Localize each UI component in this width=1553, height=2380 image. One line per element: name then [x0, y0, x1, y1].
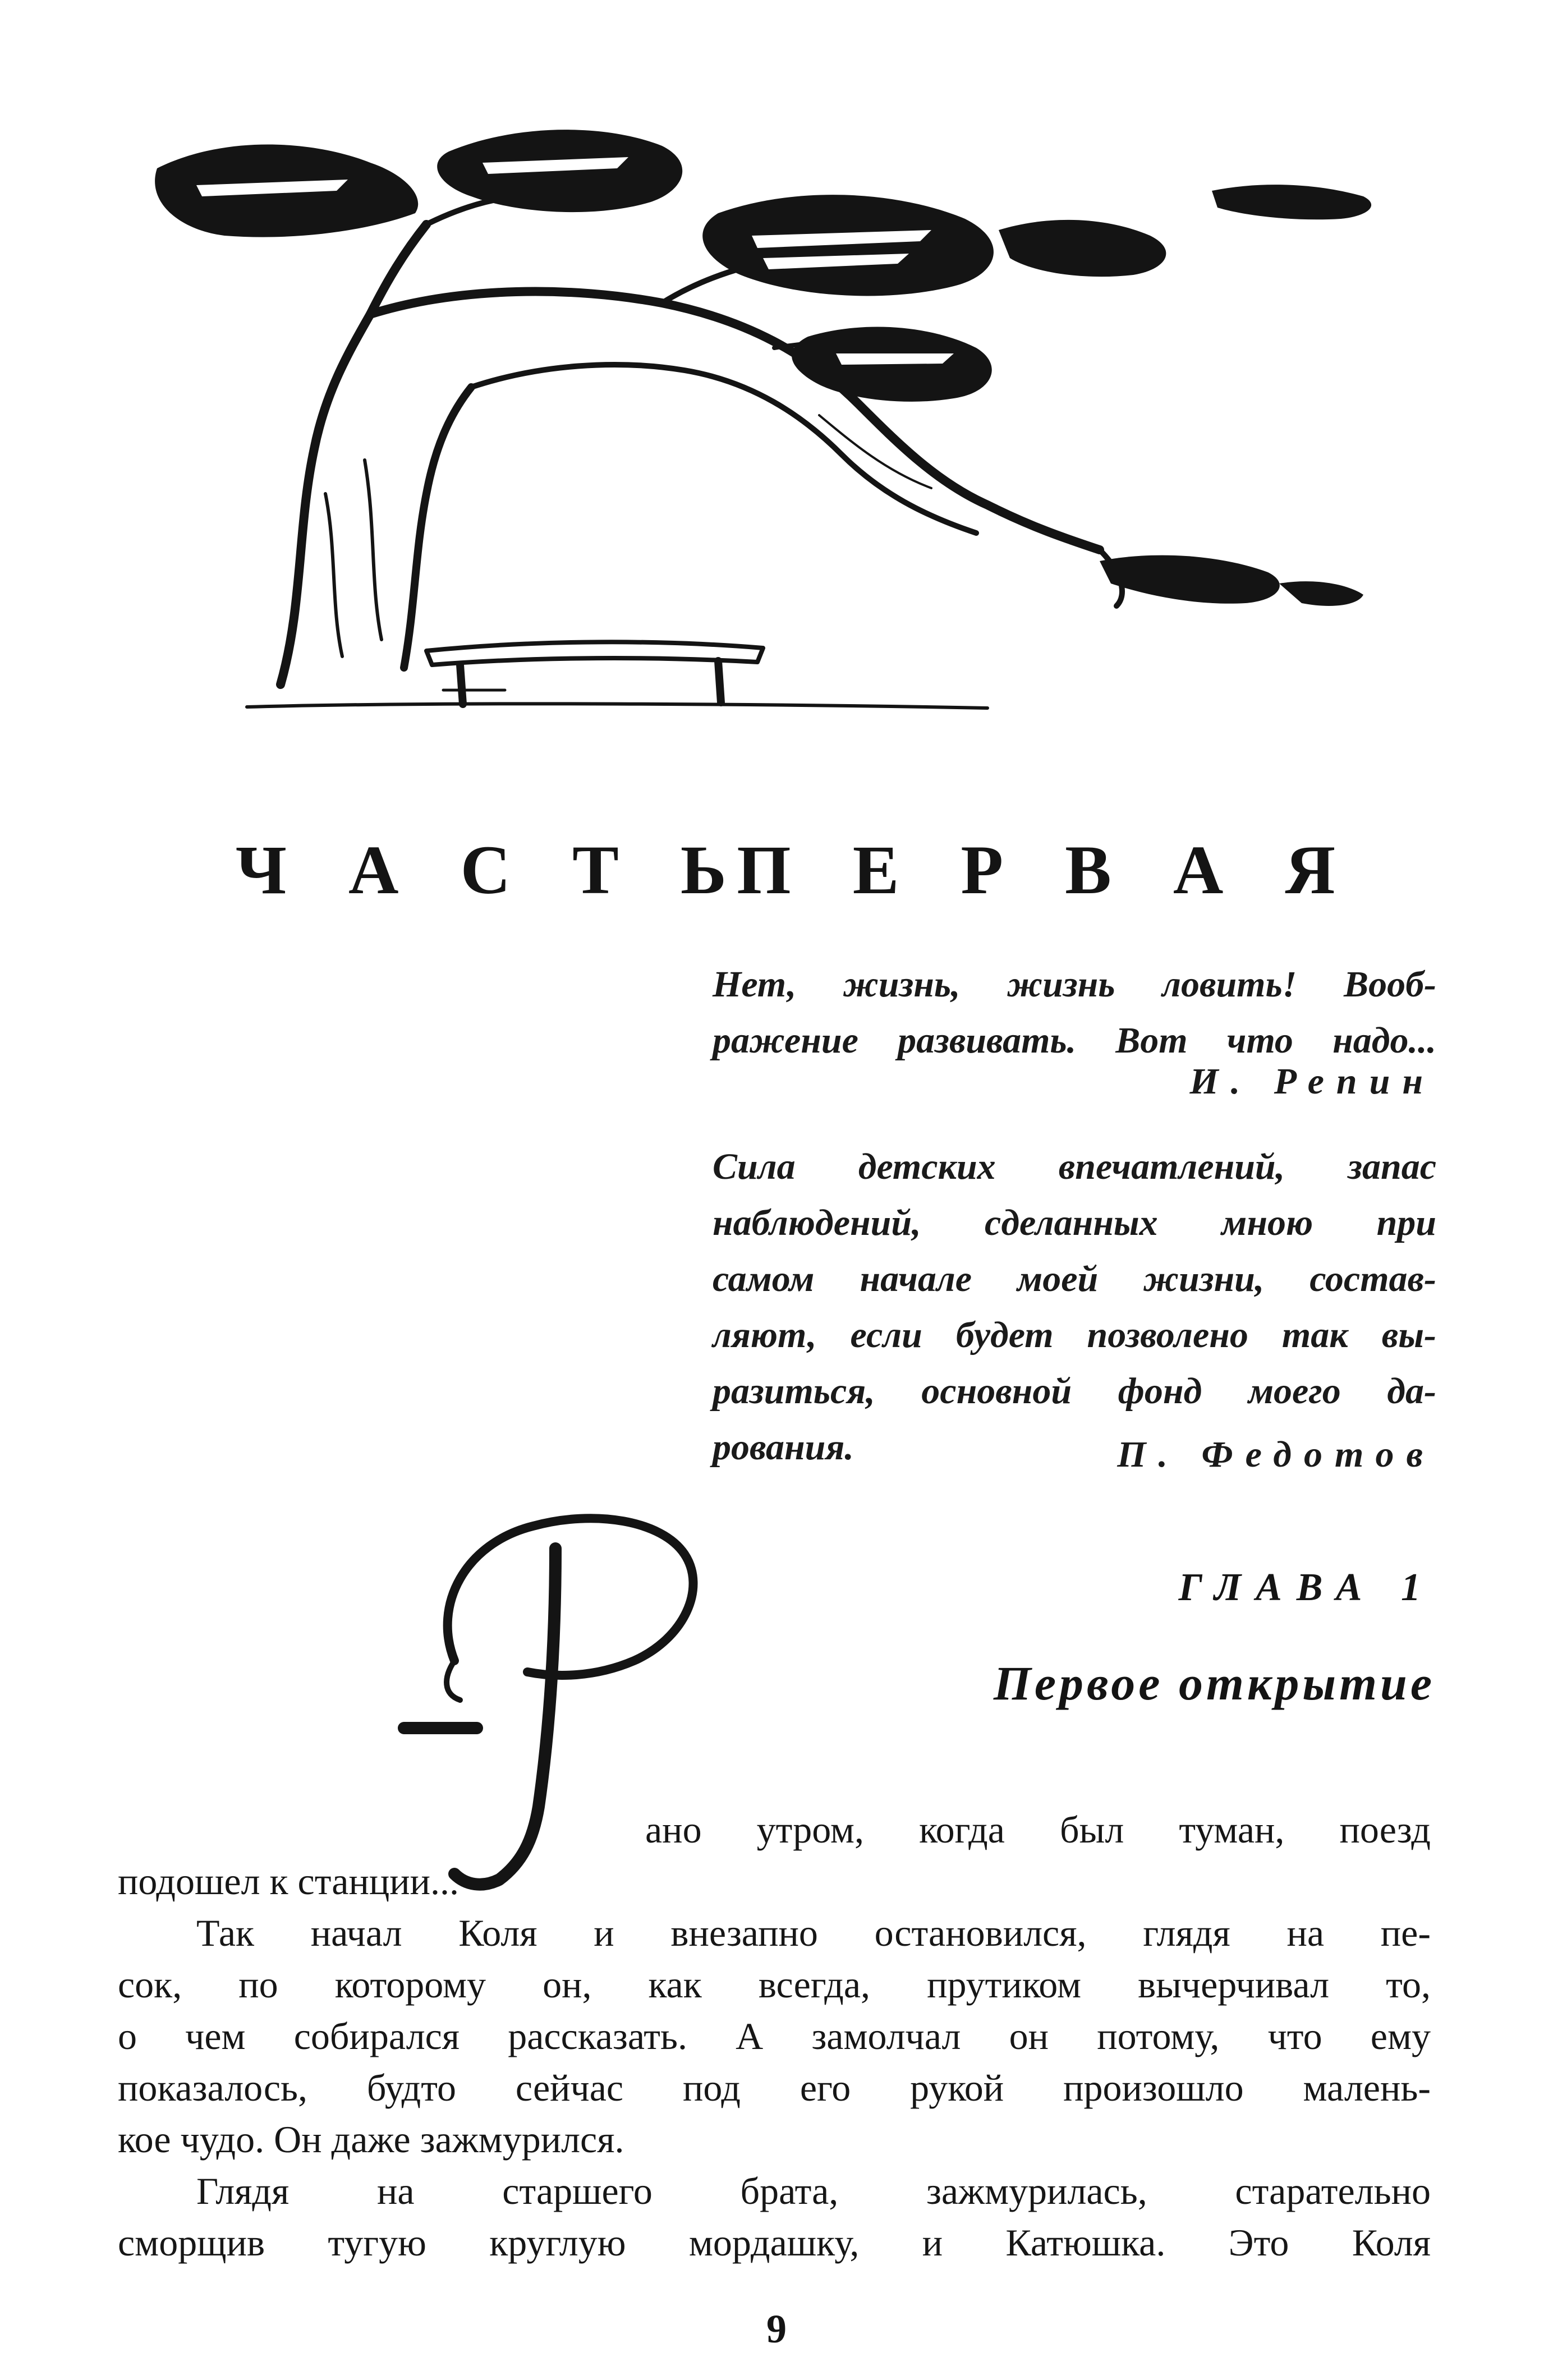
body-line: о чем собирался рассказать. А замолчал он потому, что ему: [118, 2015, 1431, 2057]
epigraph-line: Нет, жизнь, жизнь ловить! Вооб-: [713, 964, 1436, 1005]
body-line: Так начал Коля и внезапно остановился, глядя на пе-: [196, 1912, 1431, 1954]
body-line: Глядя на старшего брата, зажмурилась, старательно: [196, 2170, 1431, 2212]
chapter-label: ГЛАВА 1: [1178, 1566, 1435, 1609]
epigraph-line: разиться, основной фонд моего да-: [713, 1371, 1436, 1412]
part-letter: Ч: [236, 831, 287, 908]
part-letter: А: [1173, 831, 1224, 908]
epigraph-repin: [713, 957, 1436, 1069]
body-line: сморщив тугую круглую мордашку, и Катюшка. Это Коля: [118, 2221, 1431, 2264]
part-letter: С: [460, 831, 511, 908]
part-letter: П: [737, 831, 791, 908]
body-line: показалось, будто сейчас под его рукой произошло малень-: [118, 2066, 1431, 2109]
body-line: подошел к станции...: [118, 1860, 460, 1903]
part-letter: Р: [961, 831, 1004, 908]
page-number: 9: [766, 2307, 787, 2351]
part-letter: В: [1065, 831, 1111, 908]
epigraph-fedotov: [713, 1139, 1436, 1476]
part-letter: Е: [852, 831, 899, 908]
body-line: ано утром, когда был туман, поезд: [645, 1808, 1431, 1851]
body-line: сок, по которому он, как всегда, прутиком вычерчивал то,: [118, 1963, 1431, 2006]
part-heading-word-1: [236, 830, 727, 910]
epigraph-line: Сила детских впечатлений, запас: [713, 1146, 1436, 1187]
tree-over-bench-illustration: [112, 101, 1470, 774]
part-letter: Я: [1285, 831, 1335, 908]
part-heading-word-2: [737, 830, 1335, 910]
chapter-title: Первое открытие: [993, 1656, 1435, 1710]
part-letter: Т: [572, 831, 619, 908]
epigraph-line: ляют, если будет позволено так вы-: [713, 1315, 1436, 1356]
epigraph-line: наблюдений, сделанных мною при: [713, 1202, 1436, 1243]
epigraph-line: самом начале моей жизни, состав-: [713, 1258, 1436, 1299]
epigraph-author-repin: И. Репин: [1189, 1061, 1435, 1102]
epigraph-line: ражение развивать. Вот что надо...: [713, 1020, 1436, 1061]
epigraph-author-fedotov: П. Федотов: [1117, 1434, 1435, 1475]
part-letter: А: [348, 831, 399, 908]
body-line: кое чудо. Он даже зажмурился.: [118, 2118, 624, 2161]
epigraph-line: рования.: [713, 1427, 854, 1468]
part-letter: Ь: [680, 831, 727, 908]
part-heading: [236, 830, 1335, 910]
